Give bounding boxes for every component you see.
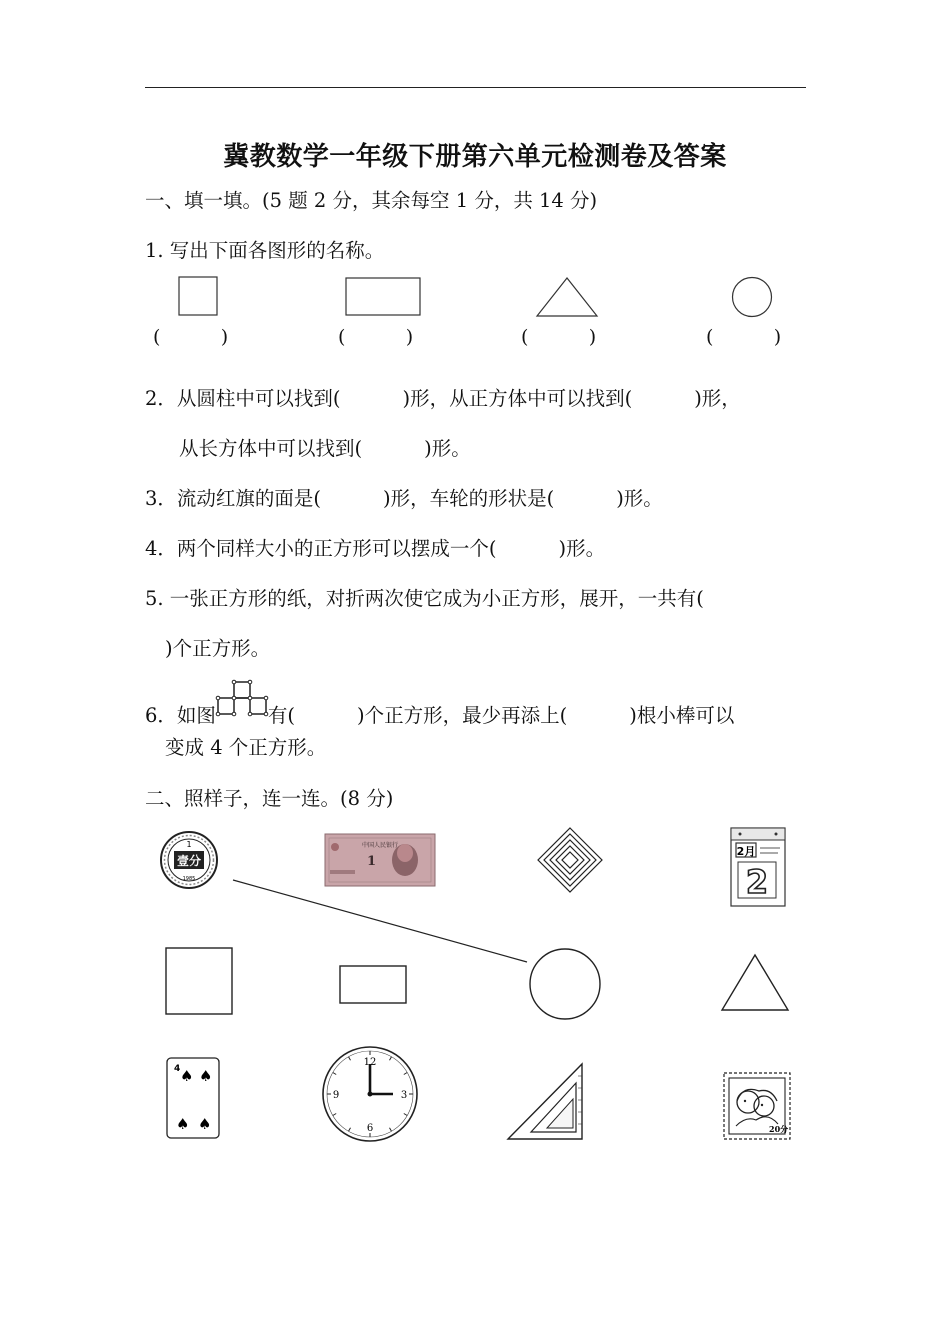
coin-value-text: 壹分 bbox=[176, 854, 202, 868]
svg-text:♠: ♠ bbox=[180, 1067, 194, 1085]
section-2-heading: 二、照样子，连一连。(8 分) bbox=[145, 787, 394, 810]
match-rectangle-shape[interactable] bbox=[340, 966, 406, 1003]
header-rule bbox=[145, 87, 806, 88]
banknote-value-text: 1 bbox=[367, 854, 377, 869]
stamp-icon[interactable] bbox=[724, 1073, 790, 1139]
clock-icon[interactable] bbox=[323, 1047, 417, 1141]
match-square-shape[interactable] bbox=[166, 948, 232, 1014]
banknote-header-text: 中国人民银行 bbox=[362, 842, 399, 849]
question-2-line-2: 从长方体中可以找到( )形。 bbox=[179, 437, 471, 460]
match-triangle-shape[interactable] bbox=[722, 955, 788, 1010]
svg-text:♠: ♠ bbox=[198, 1115, 212, 1133]
svg-text:♠: ♠ bbox=[176, 1115, 190, 1133]
answer-blank-2[interactable]: ( ) bbox=[338, 326, 414, 348]
card-rank-text: 4 bbox=[174, 1064, 181, 1074]
match-circle-shape[interactable] bbox=[530, 949, 600, 1019]
matchstick-figure bbox=[216, 688, 268, 728]
coin-top-text: 1 bbox=[186, 840, 192, 849]
question-5-line-1: 5. 一张正方形的纸，对折两次使它成为小正方形，展开，一共有( bbox=[145, 587, 704, 610]
question-6-text: 有( )个正方形，最少再添上( )根小棒可以 bbox=[267, 704, 735, 727]
coin-year-text: 1985 bbox=[182, 876, 196, 882]
calendar-month-text: 2月 bbox=[736, 845, 756, 858]
matching-area bbox=[0, 820, 950, 1160]
answer-blank-3[interactable]: ( ) bbox=[521, 326, 597, 348]
question-2-line-1: 2．从圆柱中可以找到( )形，从正方体中可以找到( )形， bbox=[145, 387, 741, 410]
question-1: 1. 写出下面各图形的名称。 bbox=[145, 239, 385, 262]
answer-blank-4[interactable]: ( ) bbox=[706, 326, 782, 348]
banknote-icon[interactable] bbox=[325, 834, 435, 886]
clock-label-6: 6 bbox=[366, 1123, 374, 1134]
clock-label-12: 12 bbox=[363, 1057, 377, 1068]
stamp-value-text: 20分 bbox=[769, 1124, 789, 1134]
matchstick-squares-icon bbox=[216, 680, 272, 724]
nested-squares-icon[interactable] bbox=[538, 828, 602, 892]
circle-shape bbox=[733, 278, 772, 317]
answer-blank-1[interactable]: ( ) bbox=[153, 326, 229, 348]
square-shape bbox=[179, 277, 217, 315]
question-6-line-1 bbox=[145, 688, 734, 729]
question-6-prefix: 6．如图 bbox=[145, 704, 216, 727]
question-5-line-2: )个正方形。 bbox=[165, 637, 271, 660]
calendar-icon[interactable] bbox=[731, 828, 785, 906]
clock-label-9: 9 bbox=[332, 1090, 340, 1101]
svg-text:♠: ♠ bbox=[199, 1067, 213, 1085]
playing-card-icon[interactable] bbox=[167, 1058, 219, 1138]
triangle-shape bbox=[537, 278, 597, 316]
set-square-icon[interactable] bbox=[508, 1064, 582, 1139]
question-1-shapes bbox=[0, 275, 950, 335]
clock-label-3: 3 bbox=[400, 1090, 408, 1101]
example-connecting-line bbox=[233, 880, 527, 962]
rectangle-shape bbox=[346, 278, 420, 315]
coin-icon[interactable] bbox=[161, 832, 217, 888]
question-6-line-2: 变成 4 个正方形。 bbox=[165, 736, 327, 759]
page-title: 冀教数学一年级下册第六单元检测卷及答案 bbox=[223, 142, 727, 172]
question-3: 3．流动红旗的面是( )形，车轮的形状是( )形。 bbox=[145, 487, 663, 510]
calendar-day-text: 2 bbox=[745, 863, 769, 901]
section-1-heading: 一、填一填。(5 题 2 分，其余每空 1 分，共 14 分) bbox=[145, 189, 598, 212]
question-4: 4．两个同样大小的正方形可以摆成一个( )形。 bbox=[145, 537, 606, 560]
